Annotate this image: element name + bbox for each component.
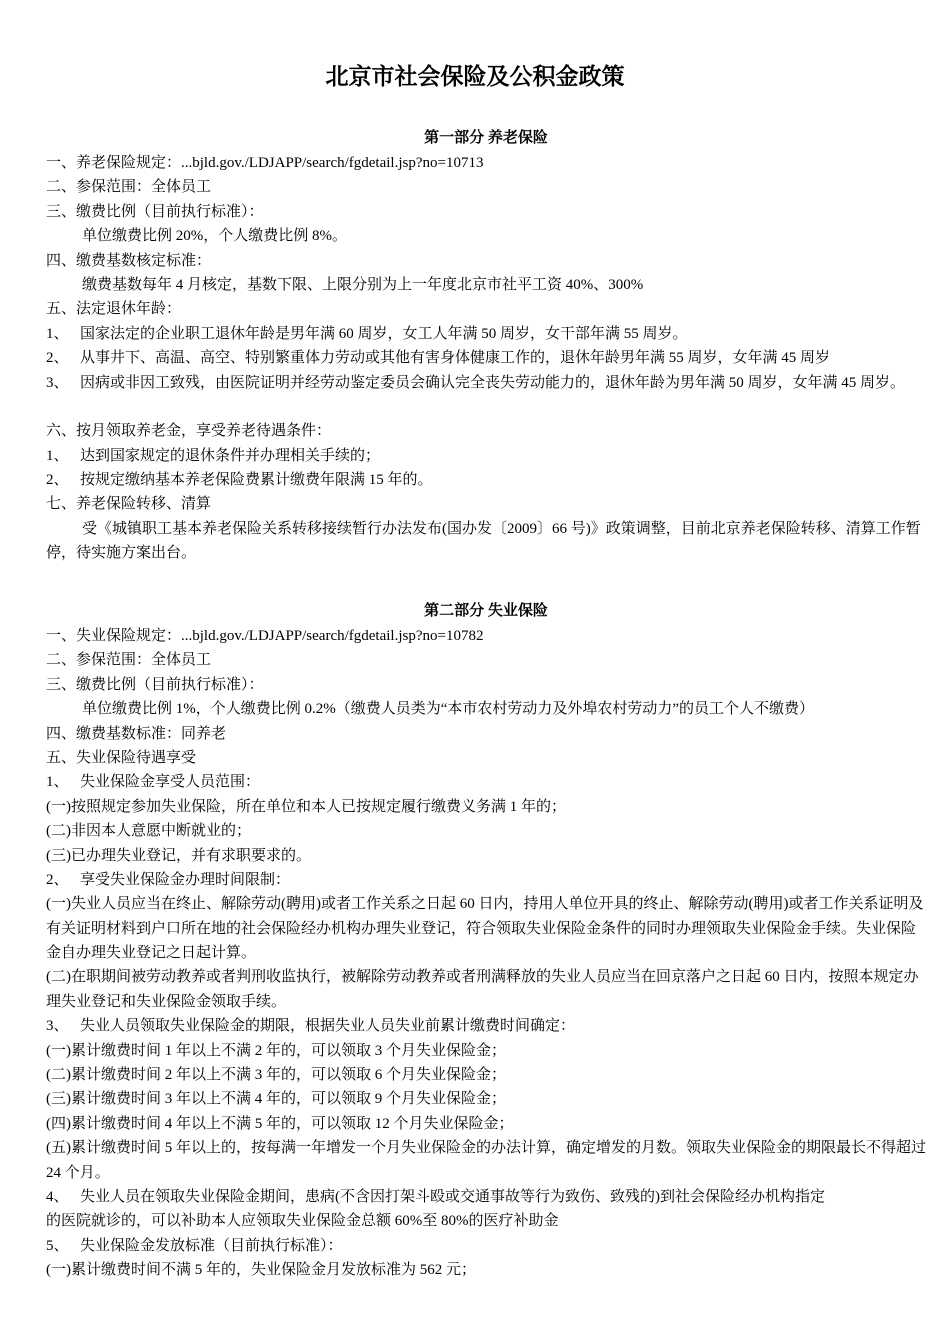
pension-transfer-heading: 七、养老保险转移、清算: [46, 496, 212, 513]
list-number: 1、: [46, 447, 69, 464]
list-number: 2、: [46, 871, 69, 888]
part1-body: [46, 151, 930, 566]
unemployment-rate-heading: 三、缴费比例（目前执行标准）：: [46, 676, 264, 693]
list-number: 5、: [46, 1237, 69, 1254]
pension-condition-1: [46, 444, 930, 468]
list-text: 失业人员领取失业保险金的期限，根据失业人员失业前累计缴费时间确定：: [80, 1018, 576, 1035]
list-number: 2、: [46, 472, 69, 489]
time-limit-item-2: (二)在职期间被劳动教养或者判刑收监执行，被解除劳动教养或者刑满释放的失业人员应当在回京落户之日起 60 日内，按照本规定办理失业登记和失业保险金领取手续。: [46, 969, 919, 1010]
list-number: 1、: [46, 774, 69, 791]
time-limit-heading: [46, 868, 930, 892]
payment-standard-heading: [46, 1234, 930, 1258]
document-title: 北京市社会保险及公积金政策: [325, 64, 625, 89]
benefit-period-item-2: (二)累计缴费时间 2 年以上不满 3 年的，可以领取 6 个月失业保险金；: [46, 1067, 506, 1084]
retirement-rule-2: [46, 346, 930, 370]
list-text: 失业人员在领取失业保险金期间，患病(不含因打架斗殴或交通事故等行为致伤、致残的)到社会保险经办机构指定: [80, 1189, 825, 1206]
medical-subsidy-line-1: [46, 1185, 930, 1209]
list-text: 因病或非因工致残，由医院证明并经劳动鉴定委员会确认完全丧失劳动能力的，退休年龄为男年满 50 周岁，女年满 45 周岁。: [80, 374, 906, 391]
pension-rate-heading: 三、缴费比例（目前执行标准）：: [46, 203, 264, 220]
pension-regulation-line: 一、养老保险规定：...bjld.gov./LDJAPP/search/fgdetail.jsp?no=10713: [46, 155, 484, 171]
unemployment-regulation-line: 一、失业保险规定：...bjld.gov./LDJAPP/search/fgdetail.jsp?no=10782: [46, 628, 484, 644]
eligibility-item-3: (三)已办理失业登记，并有求职要求的。: [46, 847, 311, 864]
retirement-age-heading: 五、法定退休年龄：: [46, 301, 182, 318]
list-number: 3、: [46, 374, 69, 391]
list-text: 达到国家规定的退休条件并办理相关手续的；: [80, 447, 381, 464]
list-number: 1、: [46, 325, 69, 342]
benefit-period-item-5: (五)累计缴费时间 5 年以上的，按每满一年增发一个月失业保险金的办法计算，确定增发的月数。领取失业保险金的期限最长不得超过 24 个月。: [46, 1140, 926, 1181]
unemployment-scope-line: 二、参保范围：全体员工: [46, 652, 212, 669]
list-text: 享受失业保险金办理时间限制：: [80, 871, 291, 888]
benefit-period-item-1: (一)累计缴费时间 1 年以上不满 2 年的，可以领取 3 个月失业保险金；: [46, 1042, 506, 1059]
pension-scope-line: 二、参保范围：全体员工: [46, 179, 212, 196]
pension-conditions-heading: 六、按月领取养老金，享受养老待遇条件：: [46, 423, 332, 440]
list-number: 4、: [46, 1189, 69, 1206]
eligibility-item-1: (一)按照规定参加失业保险，所在单位和本人已按规定履行缴费义务满 1 年的；: [46, 798, 566, 815]
part2-heading: 第二部分 失业保险: [424, 603, 548, 619]
retirement-rule-3: [46, 371, 930, 420]
list-text: 失业保险金享受人员范围：: [80, 774, 261, 791]
unemployment-benefits-heading: 五、失业保险待遇享受: [46, 749, 197, 766]
time-limit-item-1: (一)失业人员应当在终止、解除劳动(聘用)或者工作关系之日起 60 日内，持用人单位开具的终止、解除劳动(聘用)或者工作关系证明及有关证明材料到户口所在地的社会保险经办机构办理失业登记，符合领取失业保险金条件的同时办理领取失业保险金手续。失业保险金自办理失业登记之日起计算。: [46, 896, 924, 962]
eligibility-item-2: (二)非因本人意愿中断就业的；: [46, 823, 251, 840]
pension-base-heading: 四、缴费基数核定标准：: [46, 252, 212, 269]
list-text: 按规定缴纳基本养老保险费累计缴费年限满 15 年的。: [80, 472, 433, 489]
part2-body: [46, 624, 930, 1283]
benefit-period-heading: [46, 1014, 930, 1038]
list-text: 从事井下、高温、高空、特别繁重体力劳动或其他有害身体健康工作的，退休年龄男年满 55 周岁，女年满 45 周岁: [80, 350, 831, 367]
part1-heading: 第一部分 养老保险: [424, 130, 548, 146]
benefit-eligibility-heading: [46, 770, 930, 794]
pension-transfer-paragraph: 受《城镇职工基本养老保险关系转移接续暂行办法发布(国办发〔2009〕66 号)》政策调整，目前北京养老保险转移、清算工作暂停，待实施方案出台。: [46, 520, 921, 562]
pension-rate-value: 单位缴费比例 20%，个人缴费比例 8%。: [82, 228, 347, 245]
unemployment-base-line: 四、缴费基数标准：同养老: [46, 725, 227, 742]
retirement-rule-1: [46, 322, 930, 346]
benefit-period-item-4: (四)累计缴费时间 4 年以上不满 5 年的，可以领取 12 个月失业保险金；: [46, 1115, 514, 1132]
medical-subsidy-line-2: 的医院就诊的，可以补助本人应领取失业保险金总额 60%至 80%的医疗补助金: [46, 1213, 559, 1230]
list-number: 2、: [46, 350, 69, 367]
list-text: 国家法定的企业职工退休年龄是男年满 60 周岁，女工人年满 50 周岁，女干部年满 55 周岁。: [80, 325, 688, 342]
list-text: 失业保险金发放标准（目前执行标准）：: [80, 1237, 343, 1254]
pension-condition-2: [46, 468, 930, 492]
payment-standard-item-1: (一)累计缴费时间不满 5 年的，失业保险金月发放标准为 562 元；: [46, 1262, 476, 1279]
pension-base-value: 缴费基数每年 4 月核定，基数下限、上限分别为上一年度北京市社平工资 40%、300%: [82, 276, 644, 293]
list-number: 3、: [46, 1018, 69, 1035]
benefit-period-item-3: (三)累计缴费时间 3 年以上不满 4 年的，可以领取 9 个月失业保险金；: [46, 1091, 506, 1108]
unemployment-rate-value: 单位缴费比例 1%，个人缴费比例 0.2%（缴费人员类为“本市农村劳动力及外埠农村劳动力”的员工个人不缴费）: [82, 701, 815, 718]
